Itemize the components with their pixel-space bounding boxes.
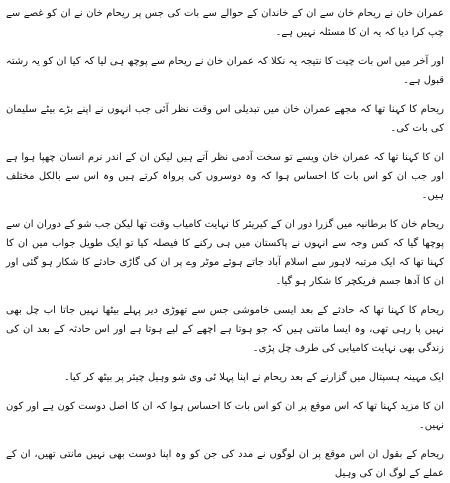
paragraph-8: ان کا مزید کہنا تھا کہ اس موقع پر ان کو اس بات کا احساس ہوا کہ ان کا اصل دوست کون ہے اور کون نہیں۔ [6, 401, 444, 431]
paragraph-2: اور آخر میں اس بات چیت کا نتیجہ یہ نکلا کہ عمران خان نے ریحام سے پوچھ ہی لیا کہ کیا ان کو یہ رشتہ قبول ہے۔ [6, 56, 444, 86]
paragraph-1: عمران خان نے ریحام خان سے ان کے خاندان کے حوالے سے بات کی جس پر ریحام خان نے ان کو غصے سے چپ کرا دیا کہ یہ ان کا مسئلہ نہیں ہے۔ [6, 8, 444, 38]
paragraph-6: ریحام کا کہنا تھا کہ حادثے کے بعد ایسی خاموشی جس سے تھوڑی دیر پہلے بیٹھا نہیں جاتا اب چل بھی نہیں پا رہی تھی، وہ ایسا مانتی ہیں کہ جو ہوتا ہے اچھے کے لیے ہوتا ہے اور اس حادثہ کے بعد ان کی زندگی بھی نہایت کامیابی کی طرف چل پڑی۔ [6, 305, 444, 354]
paragraph-9: ریحام کے بقول ان اس موقع پر ان لوگوں نے مدد کی جن کو وہ اپنا دوست بھی نہیں مانتی تھیں، ان کے عملے کے لوگ ان کی وہیل [6, 449, 444, 479]
paragraph-4: ان کا کہنا تھا کہ عمران خان ویسے تو سخت آدمی نظر آتے ہیں لیکن ان کے اندر نرم انسان چھپا ہوا ہے اور جب ان کو اس بات کا احساس ہوا کہ وہ دوسروں کی پرواہ کرتے ہیں وہ اس سے بالکل مختلف ہیں۔ [6, 152, 444, 201]
paragraph-5: ریحام خان کا برطانیہ میں گزرا دور ان کے کیریئر کا نہایت کامیاب وقت تھا لیکن جب شو کے دوران ان سے پوچھا گیا کہ کس وجہ سے انہوں نے پاکستان میں ہی رکنے کا فیصلہ کیا تو ایک طویل جواب میں ان کا کہنا تھا کہ ایک مرتبہ لاہور سے اسلام آباد جاتے ہوئے موٹر وے پر ان کی گاڑی حادثے کا شکار ہو گئی اور ان کا آدھا جسم فریکچر کا شکار ہو گیا۔ [6, 219, 444, 287]
paragraph-7: ایک مہینہ ہسپتال میں گزارنے کے بعد ریحام نے اپنا پہلا ٹی وی شو وہیل چیئر پر بیٹھ کر کیا۔ [63, 372, 444, 383]
paragraph-3: ریحام کا کہنا تھا کہ مجھے عمران خان میں تبدیلی اس وقت نظر آئی جب انہوں نے اپنے بڑے بیٹے سلیمان کی بات کی۔ [6, 104, 444, 134]
